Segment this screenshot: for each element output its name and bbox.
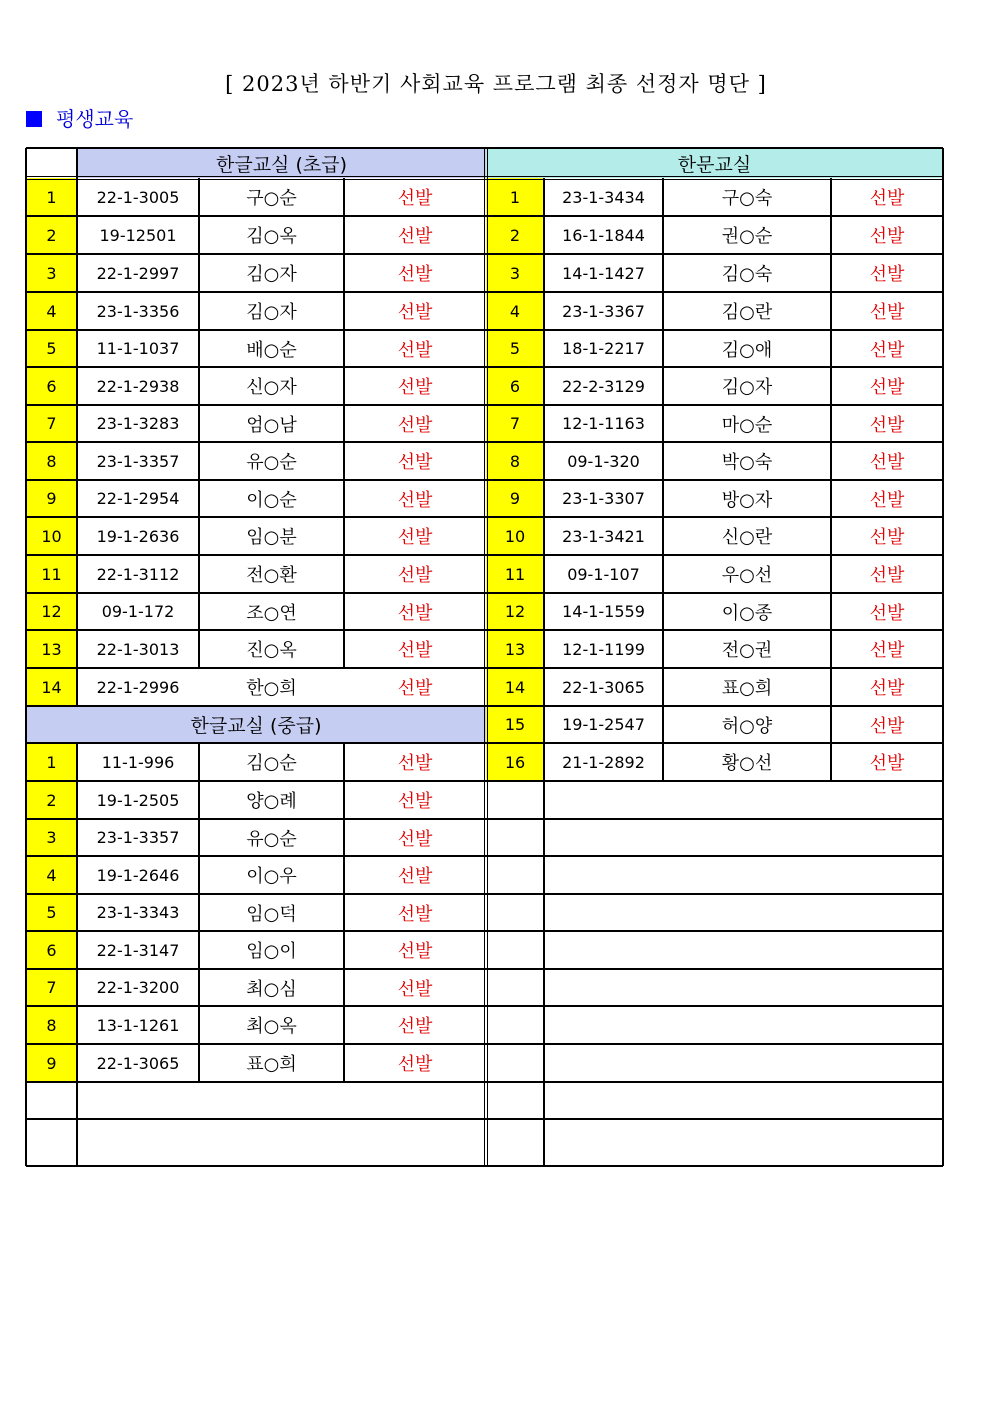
- hanmun-row-name: 전○권: [721, 640, 773, 661]
- beginner-row-number: 12: [26, 593, 77, 630]
- table-rule: [486, 554, 943, 555]
- beginner-row-status: 선발: [397, 339, 433, 361]
- hanmun-row-id: 16-1-1844: [562, 225, 645, 245]
- intermediate-row-status: 선발: [397, 903, 433, 925]
- beginner-row-status: 선발: [397, 377, 433, 398]
- table-rule: [486, 1043, 943, 1044]
- beginner-row-number: 3: [26, 254, 77, 292]
- table-rule: [26, 705, 486, 706]
- hanmun-row-name: 방○자: [721, 489, 773, 511]
- beginner-row-id: 09-1-172: [101, 602, 175, 621]
- intermediate-row-number: 6: [26, 931, 77, 969]
- hanmun-row-status: 선발: [869, 264, 905, 285]
- beginner-row-name: 엄○남: [246, 414, 297, 436]
- hanmun-row-id: 12-1-1163: [562, 414, 645, 433]
- hanmun-row-number: 11: [486, 555, 544, 593]
- table-rule: [26, 516, 486, 517]
- table-rule: [26, 592, 486, 593]
- beginner-row-id: 22-1-3013: [96, 639, 180, 659]
- table-rule: [26, 1043, 486, 1044]
- hanmun-row-id: 23-1-3421: [562, 526, 645, 546]
- beginner-row-id: 22-1-2996: [96, 677, 180, 697]
- beginner-row-id: 23-1-3356: [96, 301, 180, 321]
- beginner-row-name: 임○분: [246, 527, 297, 548]
- table-rule: [26, 441, 486, 442]
- hanmun-row-status: 선발: [869, 489, 905, 511]
- hanmun-row-id: 23-1-3434: [562, 187, 645, 207]
- beginner-row-status: 선발: [397, 226, 433, 247]
- hanmun-row-status: 선발: [869, 339, 905, 361]
- intermediate-row-id: 22-1-3200: [96, 978, 180, 997]
- intermediate-row-status: 선발: [397, 1054, 433, 1075]
- table-rule: [486, 479, 943, 480]
- table-rule: [26, 893, 486, 894]
- header-hanmun: 한문교실: [486, 148, 943, 178]
- header-beginner: 한글교실 (초급): [77, 148, 486, 178]
- beginner-row-number: 14: [26, 668, 77, 706]
- intermediate-row-id: 23-1-3357: [96, 828, 180, 847]
- intermediate-row-status: 선발: [397, 941, 433, 962]
- table-rule: [486, 366, 943, 367]
- beginner-row-name: 조○연: [246, 602, 297, 624]
- table-rule: [486, 818, 943, 819]
- beginner-row-id: 23-1-3283: [96, 414, 180, 433]
- intermediate-row-name: 표○희: [246, 1054, 297, 1075]
- table-rule: [26, 176, 486, 177]
- intermediate-row-name: 최○심: [246, 978, 297, 1000]
- table-rule: [486, 176, 943, 177]
- table-rule: [486, 667, 943, 668]
- table-rule: [486, 592, 943, 593]
- hanmun-row-status: 선발: [869, 678, 905, 699]
- hanmun-row-number: 9: [486, 480, 544, 517]
- hanmun-row-name: 우○선: [721, 565, 773, 586]
- intermediate-row-status: 선발: [397, 791, 433, 812]
- hanmun-row-name: 신○란: [721, 527, 773, 548]
- hanmun-row-id: 23-1-3307: [562, 489, 645, 508]
- beginner-row-name: 이○순: [246, 489, 297, 511]
- intermediate-row-id: 13-1-1261: [96, 1015, 180, 1035]
- table-rule: [26, 404, 486, 405]
- hanmun-row-number: 8: [486, 442, 544, 480]
- beginner-row-id: 19-1-2636: [96, 526, 180, 546]
- hanmun-row-name: 김○애: [721, 339, 773, 361]
- beginner-row-status: 선발: [397, 678, 433, 699]
- beginner-row-id: 23-1-3357: [96, 451, 180, 471]
- table-rule: [486, 441, 943, 442]
- beginner-row-status: 선발: [397, 414, 433, 436]
- table-rule: [26, 366, 486, 367]
- hanmun-row-number: 6: [486, 367, 544, 405]
- beginner-row-id: 22-1-2997: [96, 263, 180, 283]
- intermediate-row-name: 양○례: [246, 791, 297, 812]
- hanmun-row-name: 표○희: [721, 678, 773, 699]
- intermediate-row-number: 9: [26, 1044, 77, 1082]
- table-rule: [486, 893, 943, 894]
- beginner-row-status: 선발: [397, 527, 433, 548]
- beginner-row-id: 22-1-2938: [96, 376, 180, 396]
- table-rule: [26, 329, 486, 330]
- table-rule: [26, 179, 486, 180]
- table-rule: [198, 743, 199, 1082]
- intermediate-row-name: 임○이: [246, 941, 297, 962]
- intermediate-row-name: 임○덕: [246, 903, 297, 925]
- hanmun-row-status: 선발: [869, 640, 905, 661]
- section-heading: [26, 106, 133, 132]
- intermediate-row-status: 선발: [397, 1016, 433, 1037]
- beginner-row-status: 선발: [397, 302, 433, 323]
- beginner-row-status: 선발: [397, 264, 433, 285]
- hanmun-row-status: 선발: [869, 377, 905, 398]
- table-rule: [76, 743, 77, 1166]
- beginner-row-status: 선발: [397, 188, 433, 209]
- table-rule: [26, 253, 486, 254]
- hanmun-row-name: 김○자: [721, 377, 773, 398]
- table-rule: [26, 479, 486, 480]
- intermediate-row-id: 22-1-3147: [96, 940, 180, 960]
- hanmun-row-number: 13: [486, 630, 544, 668]
- intermediate-row-number: 8: [26, 1006, 77, 1044]
- intermediate-row-status: 선발: [397, 866, 433, 887]
- beginner-row-name: 김○자: [246, 264, 297, 285]
- hanmun-row-number: 3: [486, 254, 544, 292]
- hanmun-row-status: 선발: [869, 527, 905, 548]
- table-rule: [486, 329, 943, 330]
- table-rule: [484, 148, 485, 1166]
- beginner-row-id: 22-1-3005: [96, 187, 180, 207]
- table-rule: [487, 148, 488, 1166]
- intermediate-row-number: 4: [26, 856, 77, 894]
- beginner-row-status: 선발: [397, 489, 433, 511]
- intermediate-row-id: 23-1-3343: [96, 903, 180, 922]
- hanmun-row-name: 구○숙: [721, 188, 773, 209]
- table-rule: [26, 930, 486, 931]
- hanmun-row-id: 22-2-3129: [562, 376, 645, 396]
- table-rule: [26, 1118, 486, 1119]
- selection-table: [26, 148, 944, 1167]
- beginner-row-name: 전○환: [246, 565, 297, 586]
- hanmun-row-status: 선발: [869, 302, 905, 323]
- table-rule: [26, 1081, 486, 1082]
- hanmun-row-number: 10: [486, 517, 544, 555]
- intermediate-row-status: 선발: [397, 978, 433, 1000]
- hanmun-row-name: 박○숙: [721, 452, 773, 473]
- intermediate-row-status: 선발: [397, 828, 433, 850]
- table-rule: [26, 742, 486, 744]
- hanmun-row-id: 22-1-3065: [562, 677, 645, 697]
- hanmun-row-number: 2: [486, 216, 544, 254]
- hanmun-row-status: 선발: [869, 753, 905, 774]
- intermediate-row-number: 3: [26, 819, 77, 856]
- table-rule: [25, 148, 27, 1166]
- hanmun-row-id: 18-1-2217: [562, 339, 645, 358]
- beginner-row-number: 5: [26, 330, 77, 367]
- beginner-row-number: 6: [26, 367, 77, 405]
- table-rule: [486, 404, 943, 405]
- intermediate-row-id: 22-1-3065: [96, 1053, 180, 1073]
- table-rule: [486, 516, 943, 517]
- hanmun-row-number: 7: [486, 405, 544, 442]
- table-rule: [486, 179, 943, 180]
- hanmun-row-name: 권○순: [721, 226, 773, 247]
- beginner-row-id: 19-12501: [99, 225, 177, 245]
- hanmun-row-number: 16: [486, 743, 544, 781]
- beginner-row-number: 13: [26, 630, 77, 668]
- table-rule: [486, 1005, 943, 1006]
- beginner-row-number: 10: [26, 517, 77, 555]
- table-rule: [198, 178, 199, 668]
- hanmun-row-id: 19-1-2547: [562, 715, 645, 734]
- hanmun-row-name: 허○양: [721, 715, 773, 737]
- table-rule: [486, 629, 943, 630]
- hanmun-row-status: 선발: [869, 602, 905, 624]
- intermediate-row-id: 11-1-996: [101, 752, 175, 772]
- hanmun-row-number: 5: [486, 330, 544, 367]
- beginner-row-number: 2: [26, 216, 77, 254]
- table-rule: [26, 667, 486, 668]
- hanmun-row-id: 09-1-107: [567, 564, 640, 584]
- table-rule: [26, 818, 486, 819]
- table-rule: [942, 148, 944, 1166]
- beginner-row-id: 11-1-1037: [96, 339, 180, 358]
- intermediate-row-id: 19-1-2505: [96, 790, 180, 810]
- hanmun-row-number: 15: [486, 706, 544, 743]
- table-rule: [486, 253, 943, 254]
- hanmun-row-id: 21-1-2892: [562, 752, 645, 772]
- intermediate-row-number: 2: [26, 781, 77, 819]
- beginner-row-name: 신○자: [246, 377, 297, 398]
- hanmun-row-number: 12: [486, 593, 544, 630]
- intermediate-row-name: 김○순: [246, 753, 297, 774]
- beginner-row-name: 김○자: [246, 302, 297, 323]
- beginner-row-id: 22-1-2954: [96, 489, 180, 508]
- table-rule: [543, 178, 544, 1166]
- hanmun-row-status: 선발: [869, 188, 905, 209]
- hanmun-row-id: 23-1-3367: [562, 301, 645, 321]
- table-rule: [76, 148, 77, 706]
- beginner-row-number: 9: [26, 480, 77, 517]
- hanmun-row-status: 선발: [869, 715, 905, 737]
- beginner-row-number: 8: [26, 442, 77, 480]
- table-rule: [486, 968, 943, 969]
- table-rule: [486, 855, 943, 856]
- table-rule: [486, 705, 943, 706]
- hanmun-row-status: 선발: [869, 414, 905, 436]
- table-rule: [486, 291, 943, 292]
- table-rule: [486, 215, 943, 216]
- beginner-row-name: 김○옥: [246, 226, 297, 247]
- table-rule: [486, 147, 943, 149]
- hanmun-row-name: 이○종: [721, 602, 773, 624]
- intermediate-row-name: 이○우: [246, 866, 297, 887]
- intermediate-row-id: 19-1-2646: [96, 865, 180, 885]
- table-rule: [486, 1165, 943, 1167]
- table-rule: [26, 215, 486, 216]
- table-rule: [830, 178, 831, 781]
- table-rule: [486, 742, 943, 743]
- beginner-row-name: 구○순: [246, 188, 297, 209]
- intermediate-row-name: 유○순: [246, 828, 297, 850]
- hanmun-row-name: 마○순: [721, 414, 773, 436]
- section-label: 평생교육: [56, 107, 134, 131]
- page-title: [ 2023년 하반기 사회교육 프로그램 최종 선정자 명단 ]: [225, 72, 767, 96]
- hanmun-row-number: 4: [486, 292, 544, 330]
- beginner-row-name: 한○희: [246, 678, 297, 699]
- intermediate-row-status: 선발: [397, 753, 433, 774]
- beginner-row-number: 4: [26, 292, 77, 330]
- table-rule: [26, 780, 486, 781]
- hanmun-row-number: 1: [486, 178, 544, 216]
- intermediate-row-number: 1: [26, 743, 77, 781]
- hanmun-row-id: 14-1-1427: [562, 263, 645, 283]
- table-rule: [26, 968, 486, 969]
- table-rule: [26, 147, 486, 149]
- hanmun-row-name: 황○선: [721, 753, 773, 774]
- table-rule: [26, 554, 486, 555]
- table-rule: [486, 780, 943, 781]
- beginner-row-name: 진○옥: [246, 640, 297, 661]
- beginner-row-name: 배○순: [246, 339, 297, 361]
- table-rule: [26, 291, 486, 292]
- table-rule: [26, 629, 486, 630]
- table-rule: [486, 1118, 943, 1119]
- table-rule: [343, 743, 344, 1082]
- table-rule: [26, 855, 486, 856]
- table-rule: [486, 930, 943, 931]
- beginner-row-id: 22-1-3112: [96, 564, 180, 584]
- square-bullet-icon: [26, 111, 42, 127]
- hanmun-row-id: 09-1-320: [567, 451, 640, 471]
- intermediate-row-name: 최○옥: [246, 1016, 297, 1037]
- hanmun-row-name: 김○란: [721, 302, 773, 323]
- beginner-row-name: 유○순: [246, 452, 297, 473]
- hanmun-row-name: 김○숙: [721, 264, 773, 285]
- table-rule: [486, 1081, 943, 1082]
- table-rule: [343, 178, 344, 668]
- header-intermediate: 한글교실 (중급): [26, 706, 486, 743]
- beginner-row-status: 선발: [397, 640, 433, 661]
- beginner-row-status: 선발: [397, 565, 433, 586]
- beginner-row-number: 11: [26, 555, 77, 593]
- hanmun-row-status: 선발: [869, 565, 905, 586]
- intermediate-row-number: 5: [26, 894, 77, 931]
- beginner-row-status: 선발: [397, 602, 433, 624]
- hanmun-row-number: 14: [486, 668, 544, 706]
- hanmun-row-id: 14-1-1559: [562, 602, 645, 621]
- beginner-row-number: 1: [26, 178, 77, 216]
- beginner-row-status: 선발: [397, 452, 433, 473]
- intermediate-row-number: 7: [26, 969, 77, 1006]
- table-rule: [26, 1005, 486, 1006]
- table-rule: [26, 1165, 486, 1167]
- beginner-row-number: 7: [26, 405, 77, 442]
- hanmun-row-status: 선발: [869, 226, 905, 247]
- table-rule: [662, 178, 663, 781]
- hanmun-row-status: 선발: [869, 452, 905, 473]
- hanmun-row-id: 12-1-1199: [562, 639, 645, 659]
